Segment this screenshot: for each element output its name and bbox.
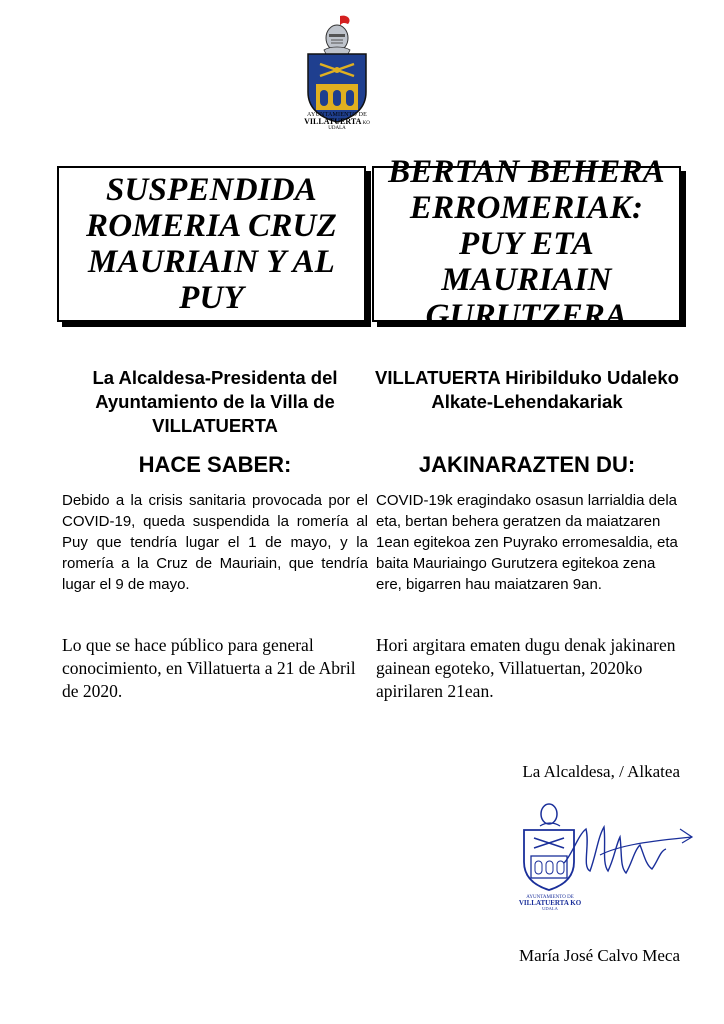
title-basque: BERTAN BEHERA ERROMERIAK: PUY ETA MAURIAIN GURUTZERA bbox=[388, 154, 665, 334]
stamp-line3: UDALA bbox=[542, 906, 558, 911]
seal-line1: AYUNTAMIENTO DE bbox=[306, 112, 368, 118]
heading-spanish: La Alcaldesa-Presidenta del Ayuntamiento de la Villa de VILLATUERTA bbox=[92, 367, 338, 436]
seal-line3: UDALA bbox=[328, 126, 346, 131]
seal-line2: VILLATUERTA KO bbox=[304, 117, 370, 126]
heading-basque: VILLATUERTA Hiribilduko Udaleko Alkate-Lehendakariak bbox=[375, 367, 679, 412]
seal-caption bbox=[280, 112, 394, 131]
title-spanish: SUSPENDIDA ROMERIA CRUZ MAURIAIN Y AL PUY bbox=[86, 172, 337, 316]
stamp-line2: VILLATUERTA KO bbox=[518, 899, 582, 907]
stamp-caption bbox=[505, 895, 595, 912]
title-box-basque bbox=[372, 154, 681, 334]
announce-spanish: HACE SABER: bbox=[138, 452, 292, 477]
announce-basque: JAKINARAZTEN DU: bbox=[418, 452, 636, 477]
closing-basque: Hori argitara ematen dugu denak jakinaren gainean egoteko, Villatuertan, 2020ko apirilaren 21ean. bbox=[376, 635, 676, 701]
closing-spanish: Lo que se hace público para general conocimiento, en Villatuerta a 21 de Abril de 2020. bbox=[62, 635, 356, 701]
body-basque: COVID-19k eragindako osasun larrialdia dela eta, bertan behera geratzen da maiatzaren 1ean egitekoa zen Puyrako erromesaldia, eta baita Mauriaingo Gurutzera egitekoa zena ere, bigarren hau maiatzaren 9an. bbox=[376, 492, 678, 593]
title-box-spanish bbox=[57, 166, 366, 322]
signer-name: María José Calvo Meca bbox=[519, 946, 680, 965]
stamp-line1: AYUNTAMIENTO DE bbox=[526, 895, 574, 900]
signer-title: La Alcaldesa, / Alkatea bbox=[522, 762, 680, 781]
body-spanish: Debido a la crisis sanitaria provocada por el COVID-19, queda suspendida la romería al Puy que tendría lugar el 1 de mayo, y la romería a la Cruz de Mauriain, que tendría lugar el 9 de mayo. bbox=[62, 492, 368, 593]
handwritten-signature-icon bbox=[560, 815, 700, 885]
